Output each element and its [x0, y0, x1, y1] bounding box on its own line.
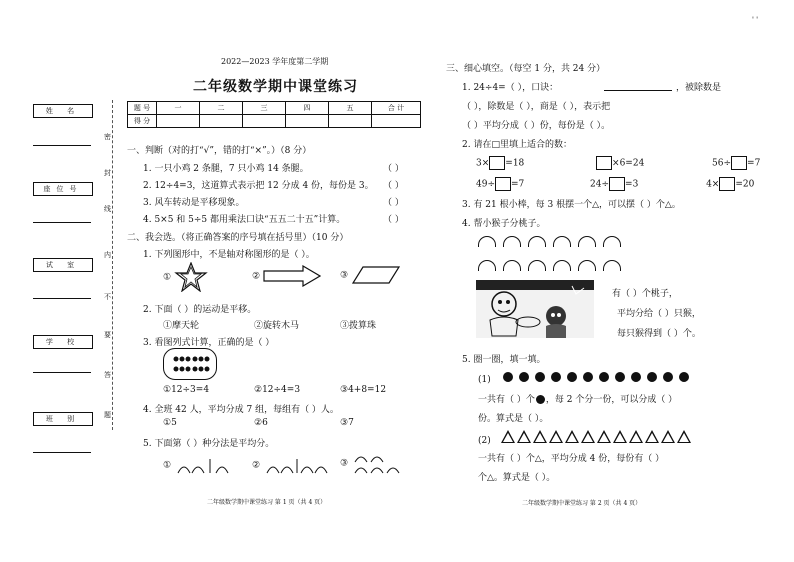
q1-opt3 [340, 265, 401, 285]
triangle-icon [677, 430, 691, 443]
seal-char: 答 [104, 371, 111, 379]
fill-q1d: （ ）平均分成（ ）份，每份是（ ）。 [462, 121, 611, 131]
corner-mark: ' ' [752, 16, 759, 24]
opt-label: ② [252, 271, 261, 282]
fill-q1c: （ ），除数是（ ），商是（ ），表示把 [462, 102, 611, 112]
apple-icon [679, 372, 689, 382]
opt-label: ① [163, 272, 172, 283]
peach-icon [553, 236, 571, 247]
peach-icon [478, 260, 496, 271]
score-cell[interactable] [157, 115, 200, 128]
class-box: 班 别 [33, 412, 93, 426]
peach-icon [603, 260, 621, 271]
fill-q1b: ，被除数是 [676, 83, 722, 93]
school-line[interactable] [33, 372, 91, 373]
judge-item: 3. 风车转动是平移现象。 [143, 198, 245, 208]
seal-char: 内 [104, 251, 111, 259]
eq-text: 49÷ [476, 179, 495, 190]
part-label: (1) [478, 375, 491, 385]
q1-opt2 [252, 265, 321, 287]
q5-2a: 一共有（ ）个△，平均分成 4 份，每份有（ ） [478, 454, 665, 464]
peach-icon [503, 260, 521, 271]
apple-icon [519, 372, 529, 382]
score-table [127, 101, 421, 128]
monkeys-illustration [476, 280, 594, 338]
score-cell[interactable] [286, 115, 329, 128]
q5-opt3 [340, 452, 411, 474]
judge-item: 2. 12÷4=3，这道算式表示把 12 分成 4 份，每份是 3。 [143, 181, 374, 191]
eq-text: =7 [511, 179, 525, 190]
score-cell[interactable] [243, 115, 286, 128]
triangle-icon [597, 430, 611, 443]
class-line[interactable] [33, 452, 91, 453]
seal-char: 密 [104, 133, 111, 141]
score-header: 合 计 [372, 102, 421, 115]
choice-q4: 4. 全班 42 人，平均分成 7 组，每组有（ ）人。 [143, 405, 339, 415]
q5-2b: 个△。算式是（ ）。 [478, 473, 556, 483]
triangle-icon [629, 430, 643, 443]
q5-1c: 份。算式是（ ）。 [478, 414, 549, 424]
opt-label: ③ [340, 458, 349, 469]
apple-icon [663, 372, 673, 382]
triangle-icon [565, 430, 579, 443]
answer-paren[interactable]: （ ） [383, 198, 404, 208]
section2-title: 二、我会选。（将正确答案的序号填在括号里）（10 分） [127, 233, 349, 243]
eq-text: =3 [625, 179, 639, 190]
answer-paren[interactable]: （ ） [383, 215, 404, 225]
q2-opt: ②旋转木马 [254, 321, 300, 331]
peach-icon [578, 260, 596, 271]
fill-q1a: 1. 24÷4=（ ），口诀： [462, 83, 559, 93]
q4-opt: ③7 [340, 418, 354, 428]
apple-icon [503, 372, 513, 382]
q5-part1 [478, 372, 695, 385]
eq-text: =7 [747, 158, 761, 169]
apple-icon [583, 372, 593, 382]
page-title: 二年级数学期中课堂练习 [193, 79, 358, 95]
q1-opt1 [163, 262, 208, 292]
q5-opt2 [252, 455, 339, 475]
grouped-items-icon [163, 348, 217, 380]
page-footer-left: 二年级数学期中课堂练习 第 1 页（共 4 页） [207, 499, 327, 506]
q3-opt: ①12÷3=4 [163, 385, 210, 395]
section1-title: 一、判断（对的打“√”，错的打“×”。）（8 分） [127, 146, 312, 156]
star-icon [174, 262, 208, 292]
peaches-row-1 [478, 236, 628, 250]
opt-label: ① [163, 460, 172, 471]
q2-opt: ③拨算珠 [340, 321, 377, 331]
score-header: 一 [157, 102, 200, 115]
seal-line [112, 100, 113, 430]
fill-q2-row2 [476, 177, 754, 191]
answer-paren[interactable]: （ ） [383, 164, 404, 174]
score-cell[interactable] [372, 115, 421, 128]
eq-text: 3× [476, 158, 490, 169]
seal-char: 要 [104, 331, 111, 339]
formula-blank[interactable] [604, 90, 672, 91]
peaches-row-2 [478, 260, 628, 274]
answer-paren[interactable]: （ ） [383, 181, 404, 191]
parallelogram-icon [351, 265, 401, 285]
apple-icon [599, 372, 609, 382]
peach-split-icon [351, 452, 411, 474]
answer-box[interactable] [719, 177, 735, 191]
apple-icon [615, 372, 625, 382]
score-cell[interactable] [329, 115, 372, 128]
score-label: 得 分 [128, 115, 157, 128]
room-box: 试 室 [33, 258, 93, 272]
peach-split-icon [263, 455, 339, 475]
answer-box[interactable] [495, 177, 511, 191]
answer-box[interactable] [489, 156, 505, 170]
part-label: (2) [478, 436, 491, 446]
fill-q5: 5. 圈一圈，填一填。 [462, 355, 546, 365]
fill-q2-row1 [476, 156, 760, 170]
seal-char: 题 [104, 411, 111, 419]
score-header: 五 [329, 102, 372, 115]
eq-text: 24÷ [590, 179, 610, 190]
eq-text: 56÷ [712, 158, 732, 169]
section3-title: 三、细心填空。（每空 1 分，共 24 分） [446, 64, 606, 74]
choice-q5: 5. 下面第（ ）种分法是平均分。 [143, 439, 275, 449]
q3-opt: ②12÷4=3 [254, 385, 301, 395]
answer-box[interactable] [596, 156, 612, 170]
q3-opt: ③4+8=12 [340, 385, 387, 395]
choice-q2: 2. 下面（ ）的运动是平移。 [143, 305, 257, 315]
q4-opt: ①5 [163, 418, 177, 428]
triangle-icon [501, 430, 515, 443]
seat-line[interactable] [33, 222, 91, 223]
fill-q3: 3. 有 21 根小棒，每 3 根摆一个△，可以摆（ ）个△。 [462, 200, 681, 210]
triangle-icon [645, 430, 659, 443]
score-header: 四 [286, 102, 329, 115]
answer-box[interactable] [731, 156, 747, 170]
name-line[interactable] [33, 145, 91, 146]
apple-icon [536, 395, 545, 404]
monkey-q-text: 每只猴得到（ ）个。 [617, 329, 701, 339]
seal-char: 不 [104, 293, 111, 301]
page-footer-right: 二年级数学期中课堂练习 第 2 页（共 4 页） [522, 500, 642, 507]
monkey-q-text: 平均分给（ ）只猴， [617, 309, 701, 319]
peach-split-icon [174, 455, 236, 475]
peach-icon [578, 236, 596, 247]
exam-year: 2022—2023 学年度第二学期 [221, 57, 329, 66]
triangle-icon [533, 430, 547, 443]
triangle-icon [661, 430, 675, 443]
triangle-icon [549, 430, 563, 443]
name-box: 姓 名 [33, 104, 93, 118]
arrow-icon [263, 265, 321, 287]
apple-icon [551, 372, 561, 382]
peach-icon [503, 236, 521, 247]
opt-label: ③ [340, 270, 349, 281]
room-line[interactable] [33, 298, 91, 299]
apple-icon [567, 372, 577, 382]
eq-text: =20 [735, 179, 755, 190]
fill-q2: 2. 请在□里填上适合的数： [462, 140, 572, 150]
peach-icon [478, 236, 496, 247]
peach-icon [553, 260, 571, 271]
answer-box[interactable] [609, 177, 625, 191]
apple-icon [535, 372, 545, 382]
choice-q1: 1. 下列图形中，不是轴对称图形的是（ ）。 [143, 250, 315, 260]
peach-icon [528, 260, 546, 271]
apple-icon [647, 372, 657, 382]
eq-text: =18 [505, 158, 525, 169]
seal-char: 封 [104, 169, 111, 177]
choice-q3: 3. 看图列式计算，正确的是（ ） [143, 338, 275, 348]
eq-text: 4× [706, 179, 720, 190]
judge-item: 1. 一只小鸡 2 条腿，7 只小鸡 14 条腿。 [143, 164, 309, 174]
seal-char: 线 [104, 205, 111, 213]
triangle-icon [613, 430, 627, 443]
score-header: 三 [243, 102, 286, 115]
school-box: 学 校 [33, 335, 93, 349]
fill-q4: 4. 帮小猴子分桃子。 [462, 219, 546, 229]
peach-icon [603, 236, 621, 247]
triangle-icon [581, 430, 595, 443]
triangle-icon [517, 430, 531, 443]
score-header: 二 [200, 102, 243, 115]
q5-text: 一共有（ ）个 [478, 395, 535, 405]
peach-icon [528, 236, 546, 247]
q5-text: ，每 2 个分一份，可以分成（ ） [545, 395, 678, 405]
eq-text: ×6=24 [612, 158, 645, 169]
monkey-q-text: 有（ ）个桃子， [612, 289, 678, 299]
judge-item: 4. 5×5 和 5÷5 都用乘法口诀“五五二十五”计算。 [143, 215, 346, 225]
opt-label: ② [252, 460, 261, 471]
score-cell[interactable] [200, 115, 243, 128]
apple-icon [631, 372, 641, 382]
q2-opt: ①摩天轮 [163, 321, 200, 331]
apples-cluster-icon [164, 349, 216, 379]
q4-opt: ②6 [254, 418, 268, 428]
q5-opt1 [163, 455, 236, 475]
seat-box: 座位号 [33, 182, 93, 196]
score-header: 题 号 [128, 102, 157, 115]
q5-part2 [478, 430, 693, 446]
q5-1a [478, 392, 677, 405]
